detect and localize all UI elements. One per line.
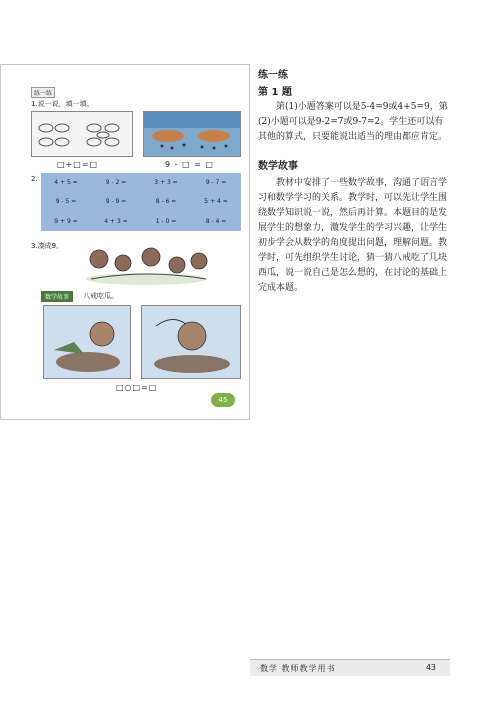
story-paragraph: 教材中安排了一些数学故事，沟通了语言学习和数学学习的关系。教学时，可以先让学生围绕数学知识说一说，然后再计算。本题目的是发展学生的想象力，激发学生的学习兴趣，让学生初步学会从数学的角度提出问题，理解问题。教学时，可先组织学生讨论，猜一猜八戒吃了几块西瓜，说一说自己是怎么想的，在讨论的基础上完成本题。 (258, 178, 448, 293)
scene-illustration (143, 111, 241, 157)
arithmetic-grid (41, 173, 241, 231)
teacher-notes (258, 66, 450, 296)
grid-cell: 4 + 3 = (104, 217, 128, 225)
characters-illustration (71, 241, 221, 287)
grid-cell: 1 - 0 = (155, 217, 177, 225)
exercise-tag: 练一练 (31, 87, 55, 98)
question-2-label: 2. (31, 175, 38, 183)
story-caption: 八戒吃瓜。 (83, 292, 118, 300)
question-1-left-answer: □+□=□ (57, 160, 99, 169)
grid-cell: 9 - 7 = (205, 179, 227, 187)
grid-cell: 9 - 5 = (55, 198, 77, 206)
grid-cell: 9 - 9 = (105, 198, 127, 206)
section-heading-story: 数学故事 (258, 161, 298, 172)
math-story-tag: 数学故事 (41, 291, 73, 302)
story-answer: □○□=□ (116, 383, 158, 392)
grid-cell: 8 - 6 = (155, 198, 177, 206)
question-1-label: 1.说一说，填一填。 (31, 100, 94, 108)
story-left-illustration (43, 305, 131, 379)
answer-paragraph: 第(1)小题答案可以是5-4=9或4+5=9，第(2)小题可以是9-2=7或9-7=2。学生还可以有其他的算式，只要能说出适当的理由都应肯定。 (258, 102, 448, 142)
question-1-right-answer: 9 - □ = □ (165, 160, 214, 169)
thumbnail-page-number: 45 (211, 393, 235, 407)
grid-cell: 9 - 2 = (105, 179, 127, 187)
grid-cell: 9 + 9 = (54, 217, 78, 225)
question-3-label: 3.凑成9。 (31, 242, 64, 250)
textbook-page-thumbnail (0, 64, 250, 420)
question-heading: 第 1 题 (258, 87, 292, 98)
book-title: 数学 教师教学用书 (260, 664, 336, 673)
grid-cell: 5 + 4 = (204, 198, 228, 206)
story-right-illustration (141, 305, 241, 379)
grid-cell: 8 - 4 = (205, 217, 227, 225)
grid-cell: 4 + 5 = (54, 179, 78, 187)
grid-cell: 3 + 3 = (154, 179, 178, 187)
page-footer (250, 659, 450, 676)
animals-illustration (31, 111, 133, 157)
section-heading-practice: 练一练 (258, 70, 288, 81)
page-number: 43 (425, 663, 436, 672)
